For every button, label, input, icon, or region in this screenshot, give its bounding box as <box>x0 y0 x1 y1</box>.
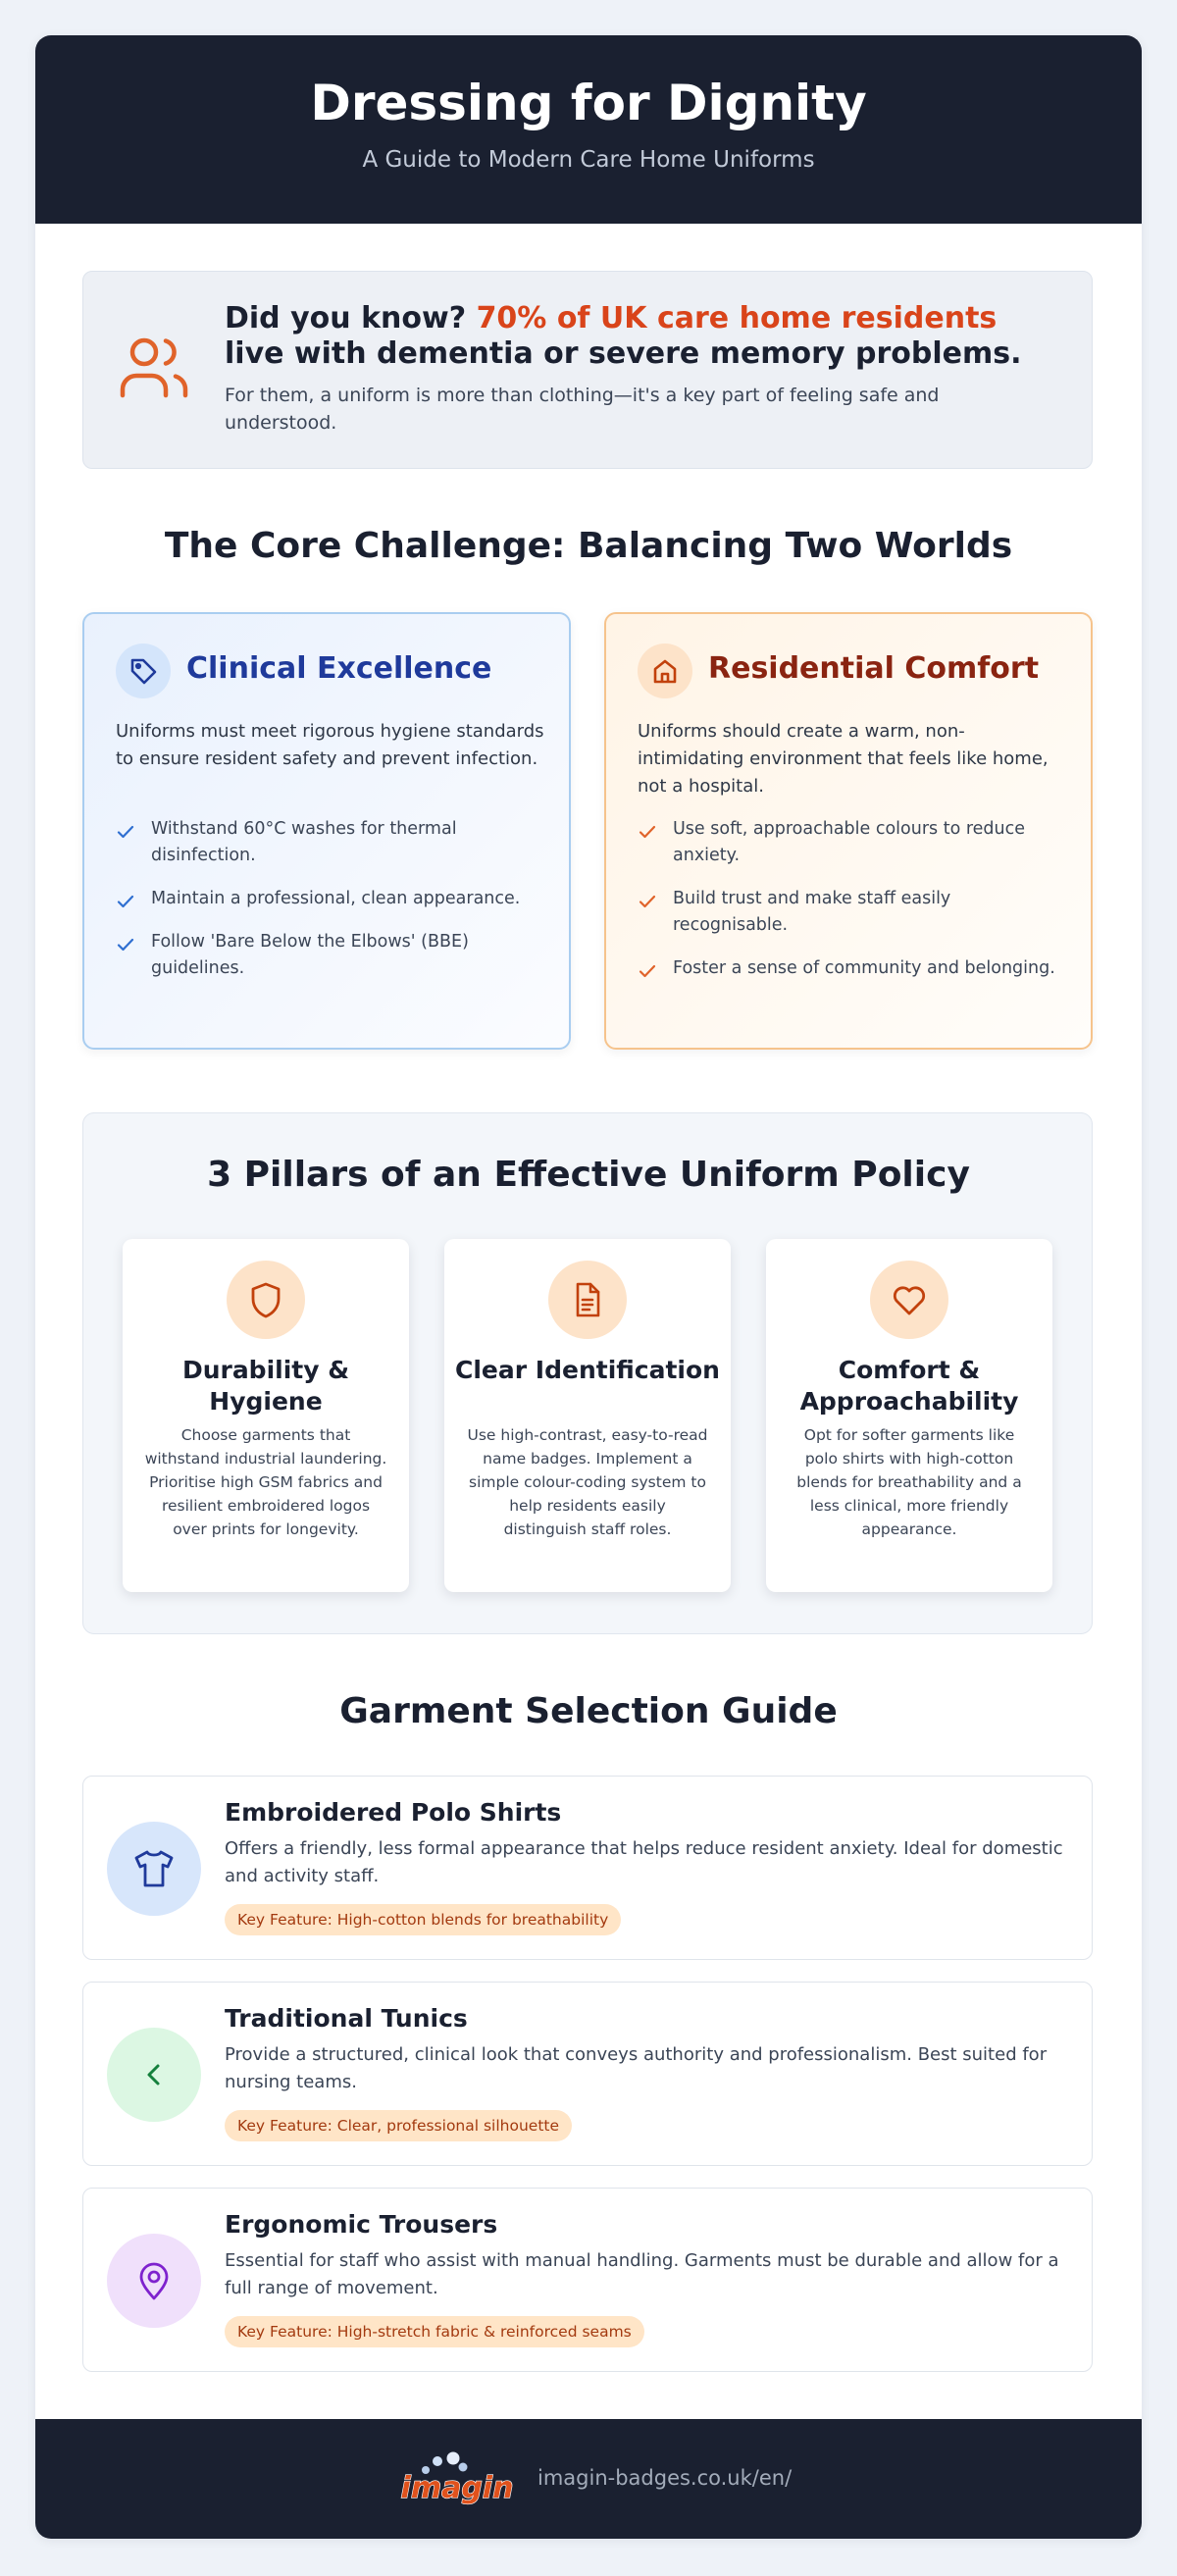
check-icon <box>116 935 135 954</box>
garment-title: Embroidered Polo Shirts <box>225 1798 562 1827</box>
residential-comfort-card <box>604 612 1093 1050</box>
list-item-text: Use soft, approachable colours to reduce anxiety. <box>673 819 1025 865</box>
shirt-icon <box>130 1845 178 1892</box>
footer-url[interactable]: imagin-badges.co.uk/en/ <box>537 2466 793 2490</box>
garment-icon-circle <box>107 1822 201 1916</box>
footer <box>35 2419 1142 2539</box>
garment-icon-circle <box>107 2234 201 2328</box>
pillar-text: Choose garments that withstand industrial laundering. Prioritise high GSM fabrics and resilient embroidered logos over prints for longevity. <box>144 1426 387 1538</box>
infographic-card <box>35 35 1142 2539</box>
pillar-card-comfort <box>766 1239 1052 1592</box>
clinical-text: Uniforms must meet rigorous hygiene standards to ensure resident safety and prevent infection. <box>116 721 544 769</box>
list-item-text: Foster a sense of community and belonging. <box>673 958 1055 978</box>
clinical-icon-circle <box>116 644 171 698</box>
check-icon <box>638 892 657 911</box>
tag-icon <box>128 655 159 687</box>
did-you-know-rest: live with dementia or severe memory problems. <box>225 336 1022 371</box>
garment-title: Traditional Tunics <box>225 2004 468 2033</box>
pillar-text: Opt for softer garments like polo shirts with high-cotton blends for breathability and a less clinical, more friendly appearance. <box>796 1426 1022 1538</box>
residential-icon-circle <box>638 644 692 698</box>
map-pin-icon <box>132 2259 176 2302</box>
page-subtitle: A Guide to Modern Care Home Uniforms <box>362 147 815 173</box>
did-you-know-callout <box>82 271 1093 469</box>
did-you-know-headline <box>225 301 1068 372</box>
key-feature-badge: Key Feature: High-cotton blends for breathability <box>225 1904 621 1935</box>
imagin-logo <box>400 2448 518 2511</box>
check-icon <box>116 822 135 842</box>
shield-icon <box>245 1279 286 1320</box>
pillar-card-identification <box>444 1239 731 1592</box>
list-item <box>116 816 547 869</box>
check-icon <box>116 892 135 911</box>
clinical-title: Clinical Excellence <box>186 651 492 686</box>
users-icon <box>115 333 193 411</box>
garment-text: Essential for staff who assist with manual handling. Garments must be durable and allow for a full range of movement. <box>225 2250 1059 2298</box>
key-feature-badge: Key Feature: High-stretch fabric & reinforced seams <box>225 2316 644 2347</box>
core-challenge-title: The Core Challenge: Balancing Two Worlds <box>164 526 1013 566</box>
pillar-text: Use high-contrast, easy-to-read name badges. Implement a simple colour-coding system to help residents easily distinguish staff roles. <box>467 1426 708 1538</box>
clinical-excellence-card <box>82 612 571 1050</box>
check-icon <box>638 822 657 842</box>
list-item <box>638 886 1069 939</box>
key-feature-badge: Key Feature: Clear, professional silhouette <box>225 2110 572 2141</box>
page-title: Dressing for Dignity <box>310 75 867 131</box>
garment-card-trousers <box>82 2188 1093 2372</box>
pillar-title: Durability & Hygiene <box>181 1356 350 1416</box>
garment-icon-circle <box>107 2028 201 2122</box>
check-icon <box>638 961 657 981</box>
header-banner <box>35 35 1142 224</box>
list-item-text: Follow 'Bare Below the Elbows' (BBE) guidelines. <box>151 932 469 978</box>
pillar-icon-circle <box>548 1261 627 1339</box>
garment-text: Offers a friendly, less formal appearance that helps reduce resident anxiety. Ideal for domestic and activity staff. <box>225 1838 1063 1886</box>
garment-text: Provide a structured, clinical look that conveys authority and professionalism. Best suited for nursing teams. <box>225 2044 1048 2092</box>
home-icon <box>649 655 681 687</box>
did-you-know-text: For them, a uniform is more than clothing—it's a key part of feeling safe and understood. <box>225 385 940 434</box>
garment-title: Ergonomic Trousers <box>225 2210 498 2239</box>
garment-card-tunic <box>82 1982 1093 2166</box>
svg-text:imagin: imagin <box>400 2471 514 2505</box>
residential-text: Uniforms should create a warm, non-intimidating environment that feels like home, not a hospital. <box>638 721 1049 797</box>
pillar-title: Clear Identification <box>455 1356 720 1384</box>
clinical-list <box>116 816 547 999</box>
pillars-title: 3 Pillars of an Effective Uniform Policy <box>207 1155 970 1195</box>
list-item-text: Withstand 60°C washes for thermal disinfection. <box>151 819 457 865</box>
did-you-know-highlight: 70% of UK care home residents <box>476 301 998 335</box>
list-item-text: Build trust and make staff easily recognisable. <box>673 889 951 935</box>
did-you-know-lead: Did you know? <box>225 301 477 335</box>
list-item-text: Maintain a professional, clean appearance. <box>151 889 521 908</box>
pillar-title: Comfort & Approachability <box>799 1356 1019 1416</box>
pillar-card-durability <box>123 1239 409 1592</box>
heart-icon <box>888 1278 931 1321</box>
garment-card-polo <box>82 1776 1093 1960</box>
garment-guide-title: Garment Selection Guide <box>339 1691 838 1731</box>
list-item <box>116 929 547 982</box>
residential-title: Residential Comfort <box>708 651 1040 686</box>
residential-list <box>638 816 1069 999</box>
list-item <box>638 955 1069 982</box>
list-item <box>638 816 1069 869</box>
pillar-icon-circle <box>227 1261 305 1339</box>
document-icon <box>567 1279 608 1320</box>
chevron-left-icon <box>134 2055 174 2094</box>
pillar-icon-circle <box>870 1261 948 1339</box>
pillars-section <box>82 1112 1093 1634</box>
list-item <box>116 886 547 912</box>
